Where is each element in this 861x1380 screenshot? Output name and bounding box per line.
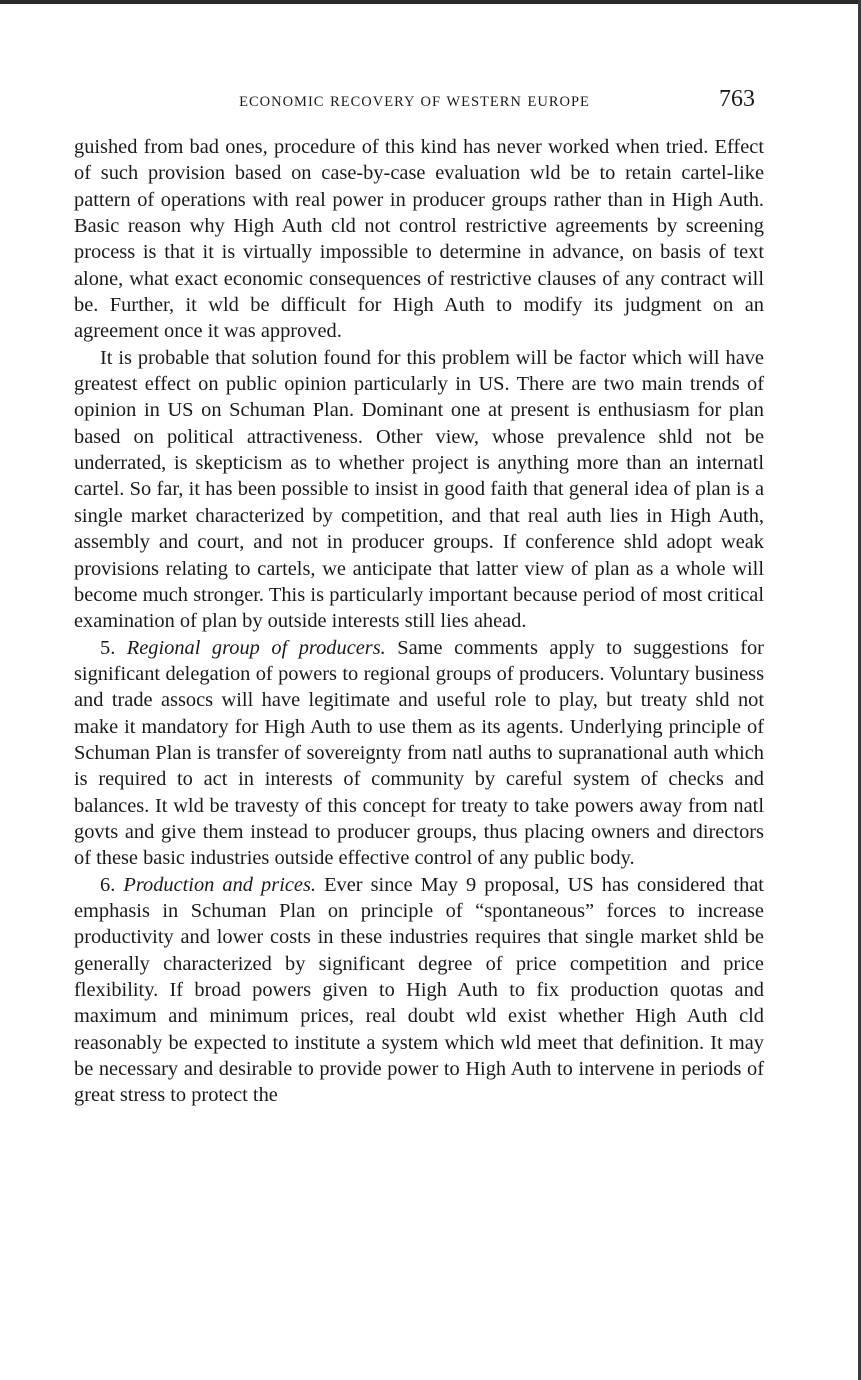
- section-number: 6.: [100, 873, 116, 896]
- page-header: [72, 86, 757, 122]
- paragraph-public-opinion: [74, 345, 764, 635]
- paragraph-text: Ever since May 9 proposal, US has considered that emphasis in Schuman Plan on principle of “spontaneous” forces to increase productivity and lower costs in these industries requires that single market shld be generally characterized by significant degree of price competition and price flexibility. If broad powers given to High Auth to fix production quotas and maximum and minimum prices, real doubt wld exist whether High Auth cld reasonably be expected to institute a system which wld meet that definition. It may be necessary and desirable to provide power to High Auth to intervene in periods of great stress to protect the: [74, 873, 764, 1107]
- paragraph-text: Same comments apply to suggestions for significant delegation of powers to regional groups of producers. Voluntary business and trade assocs will have legitimate and useful role to play, but treaty shld not make it mandatory for High Auth to use them as its agents. Underlying principle of Schuman Plan is transfer of sovereignty from natl auths to supranational auth which is required to act in interests of community by careful system of checks and balances. It wld be travesty of this concept for treaty to take powers away from natl govts and give them instead to producer groups, thus placing owners and directors of these basic industries outside effective control of any public body.: [74, 636, 764, 870]
- paragraph-text: guished from bad ones, procedure of this kind has never worked when tried. Effect of such provision based on case-by-case evaluation wld be to retain cartel-like pattern of operations with real power in producer groups rather than in High Auth. Basic reason why High Auth cld not control restrictive agreements by screening process is that it is virtually impossible to determine in advance, on basis of text alone, what exact economic consequences of restrictive clauses of any contract will be. Further, it wld be difficult for High Auth to modify its judgment on an agreement once it was approved.: [74, 136, 764, 343]
- running-head: ECONOMIC RECOVERY OF WESTERN EUROPE: [239, 94, 590, 110]
- section-number: 5.: [100, 636, 116, 659]
- paragraph-production-prices: [74, 872, 764, 1109]
- paragraph-regional-groups: [74, 635, 764, 872]
- section-title: Production and prices.: [123, 873, 316, 896]
- section-title: Regional group of producers.: [126, 636, 386, 659]
- page-number: 763: [719, 86, 755, 112]
- body-text: [74, 134, 764, 1109]
- paragraph-text: It is probable that solution found for this problem will be factor which will have greatest effect on public opinion particularly in US. There are two main trends of opinion in US on Schuman Plan. Dominant one at present is enthusiasm for plan based on political attractiveness. Other view, whose prevalence shld not be underrated, is skepticism as to whether project is anything more than an internatl cartel. So far, it has been possible to insist in good faith that general idea of plan is a single market characterized by competition, and that real auth lies in High Auth, assembly and court, and not in producer groups. If conference shld adopt weak provisions relating to cartels, we anticipate that latter view of plan as a whole will become much stronger. This is particularly important because period of most critical examination of plan by outside interests still lies ahead.: [74, 346, 764, 633]
- top-border: [0, 0, 861, 4]
- paragraph-continuation: [74, 134, 764, 345]
